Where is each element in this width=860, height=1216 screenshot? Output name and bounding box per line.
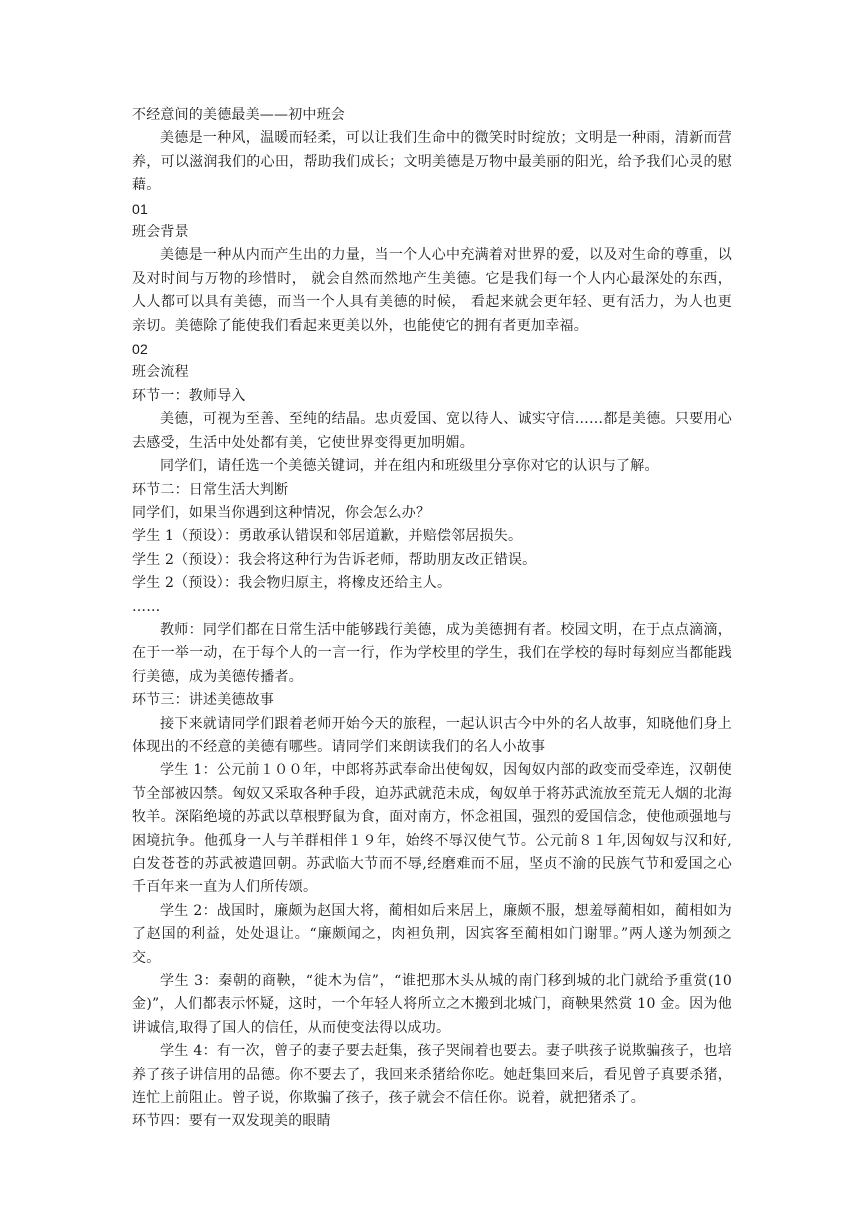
- story-1-paragraph: 学生 1：公元前１００年，中郎将苏武奉命出使匈奴，因匈奴内部的政变而受牵连，汉朝使节全部被囚禁。匈奴又采取各种手段，迫苏武就范未成，匈奴单于将苏武流放至荒无人烟的北海牧羊。深陷绝境的苏武以草根野鼠为食，面对南方，怀念祖国，强烈的爱国信念，使他顽强地与困境抗争。他孤身一人与羊群相伴１９年，始终不辱汉使气节。公元前８１年,因匈奴与汉和好,白发苍苍的苏武被遣回朝。苏武临大节而不辱,经磨难而不屈，坚贞不渝的民族气节和爱国之心千百年来一直为人们所传颂。: [132, 762, 732, 896]
- section-number-1: 01: [132, 200, 148, 217]
- story-4-paragraph: 学生 4：有一次，曾子的妻子要去赶集，孩子哭闹着也要去。妻子哄孩子说欺骗孩子，也培养了孩子讲信用的品德。你不要去了，我回来杀猪给你吃。她赶集回来后，看见曾子真要杀猪，连忙上前阻止。曾子说，你欺骗了孩子，孩子就会不信任你。说着，就把猪杀了。: [132, 1043, 732, 1107]
- step2-answer-2: 学生 2（预设）：我会将这种行为告诉老师，帮助朋友改正错误。: [132, 551, 537, 568]
- step1-paragraph-2: 同学们，请任选一个美德关键词，并在组内和班级里分享你对它的认识与了解。: [160, 458, 659, 475]
- step2-answer-1: 学生 1（预设）：勇敢承认错误和邻居道歉，并赔偿邻居损失。: [132, 528, 523, 545]
- section-number-2: 02: [132, 341, 148, 358]
- intro-paragraph: 美德是一种风，温暖而轻柔，可以让我们生命中的微笑时时绽放；文明是一种雨，清新而营养，可以滋润我们的心田，帮助我们成长；文明美德是万物中最美丽的阳光，给予我们心灵的慰藉。: [132, 130, 732, 194]
- step2-answer-3: 学生 2（预设）：我会物归原主，将橡皮还给主人。: [132, 575, 452, 592]
- step4-title: 环节四：要有一双发现美的眼睛: [132, 1113, 331, 1130]
- step3-intro-paragraph: 接下来就请同学们跟着老师开始今天的旅程，一起认识古今中外的名人故事，知晓他们身上体现出的不经意的美德有哪些。请同学们来朗读我们的名人小故事: [132, 715, 732, 755]
- story-3-paragraph: 学生 3：秦朝的商鞅，“徙木为信”，“谁把那木头从城的南门移到城的北门就给予重赏(10 金)”，人们都表示怀疑，这时，一个年轻人将所立之木搬到北城门，商鞅果然赏 10 金。因为他讲诚信,取得了国人的信任，从而使变法得以成功。: [132, 973, 732, 1036]
- step2-ellipsis: ……: [132, 598, 161, 615]
- step1-paragraph-1: 美德，可视为至善、至纯的结晶。忠贞爱国、宽以待人、诚实守信……都是美德。只要用心去感受，生活中处处都有美，它使世界变得更加明媚。: [132, 411, 732, 451]
- step3-title: 环节三：讲述美德故事: [132, 692, 274, 709]
- background-paragraph: 美德是一种从内而产生出的力量，当一个人心中充满着对世界的爱，以及对生命的尊重，以及对时间与万物的珍惜时， 就会自然而然地产生美德。它是我们每一个人内心最深处的东西，人人都可以具有美德，而当一个人具有美德的时候， 看起来就会更年轻、更有活力，为人也更亲切。美德除了能使我们看起来更美以外，也能使它的拥有者更加幸福。: [132, 247, 732, 334]
- section-title-process: 班会流程: [132, 364, 189, 381]
- doc-title: 不经意间的美德最美——初中班会: [132, 107, 345, 123]
- step2-teacher-paragraph: 教师：同学们都在日常生活中能够践行美德，成为美德拥有者。校园文明，在于点点滴滴，在于一举一动，在于每个人的一言一行，作为学校里的学生，我们在学校的每时每刻应当都能践行美德，成为美德传播者。: [132, 621, 732, 685]
- document-body: [132, 104, 732, 1134]
- step1-title: 环节一：教师导入: [132, 387, 246, 404]
- step2-title: 环节二：日常生活大判断: [132, 481, 289, 498]
- section-title-background: 班会背景: [132, 224, 189, 241]
- story-2-paragraph: 学生 2：战国时，廉颇为赵国大将，蔺相如后来居上，廉颇不服，想羞辱蔺相如，蔺相如为了赵国的利益，处处退让。“廉颇闻之，肉袒负荆，因宾客至蔺相如门谢罪。”两人遂为刎颈之交。: [132, 902, 732, 966]
- step2-question: 同学们，如果当你遇到这种情况，你会怎么办？: [132, 504, 431, 521]
